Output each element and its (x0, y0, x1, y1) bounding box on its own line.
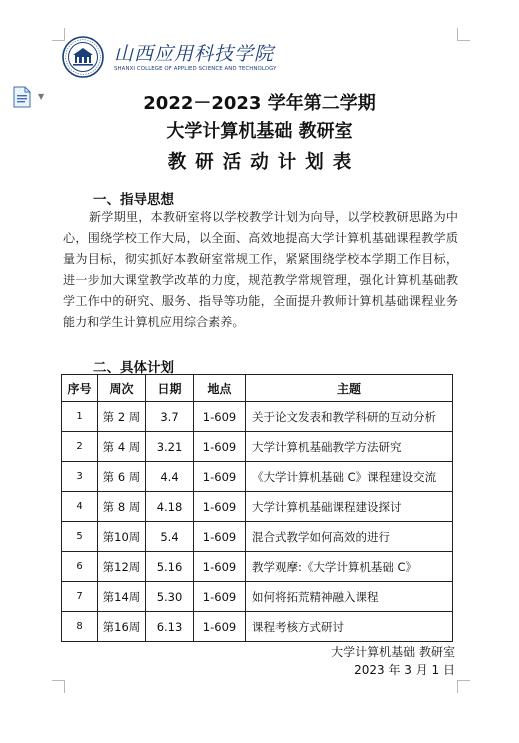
cell-location: 1-609 (194, 522, 246, 552)
cell-week: 第 4 周 (98, 432, 146, 462)
table-row (62, 492, 453, 522)
cell-topic: 关于论文发表和教学科研的互动分析 (246, 402, 453, 432)
section-plan-heading: 二、具体计划 (93, 360, 174, 376)
header-cell: 主题 (246, 375, 453, 402)
cell-index: 6 (62, 552, 98, 582)
school-emblem-icon (62, 36, 104, 78)
cell-date: 6.13 (146, 612, 194, 642)
header-cell: 地点 (194, 375, 246, 402)
cell-index: 8 (62, 612, 98, 642)
table-row (62, 552, 453, 582)
header-cell: 日期 (146, 375, 194, 402)
cell-location: 1-609 (194, 492, 246, 522)
cell-week: 第12周 (98, 552, 146, 582)
crop-mark-bottom-left (52, 680, 65, 693)
cell-date: 5.30 (146, 582, 194, 612)
title-department: 大学计算机基础 教研室 (166, 121, 353, 142)
cell-index: 1 (62, 402, 98, 432)
header-cell: 周次 (98, 375, 146, 402)
cell-week: 第16周 (98, 612, 146, 642)
table-row (62, 612, 453, 642)
cell-location: 1-609 (194, 402, 246, 432)
chevron-down-icon[interactable]: ▼ (38, 92, 45, 101)
table-row (62, 432, 453, 462)
crop-mark-top-right (457, 28, 470, 41)
cell-week: 第 2 周 (98, 402, 146, 432)
cell-index: 3 (62, 462, 98, 492)
signature-department: 大学计算机基础 教研室 (331, 645, 455, 659)
section-guiding-body: 新学期里，本教研室将以学校教学计划为向导，以学校教研思路为中心，围绕学校工作大局，以全面、高效地提高大学计算机基础课程教学质量为目标，彻实抓好本教研室常规工作，紧紧围绕学校本学期工作目标，进一步加大课堂教学改革的力度，规范教学常规管理，强化计算机基础教学工作中的研究、服务、指导等功能，全面提升教师计算机基础课程业务能力和学生计算机应用综合素养。 (63, 210, 458, 329)
cell-topic: 如何将拓荒精神融入课程 (246, 582, 453, 612)
school-name-en: SHANXI COLLEGE OF APPLIED SCIENCE AND TECHNOLOGY (114, 66, 277, 72)
cell-topic: 课程考核方式研讨 (246, 612, 453, 642)
cell-topic: 混合式教学如何高效的进行 (246, 522, 453, 552)
crop-mark-bottom-right (457, 680, 470, 693)
table-row (62, 462, 453, 492)
cell-location: 1-609 (194, 582, 246, 612)
table-row (62, 582, 453, 612)
cell-index: 7 (62, 582, 98, 612)
cell-location: 1-609 (194, 432, 246, 462)
cell-topic: 教学观摩:《大学计算机基础 C》 (246, 552, 453, 582)
school-name-cn: 山西应用科技学院 (114, 43, 275, 65)
cell-index: 5 (62, 522, 98, 552)
plan-table (61, 374, 453, 642)
cell-week: 第14周 (98, 582, 146, 612)
cell-date: 3.21 (146, 432, 194, 462)
cell-date: 5.16 (146, 552, 194, 582)
header-cell: 序号 (62, 375, 98, 402)
section-guiding-heading: 一、指导思想 (93, 192, 174, 208)
cell-index: 2 (62, 432, 98, 462)
cell-location: 1-609 (194, 612, 246, 642)
cell-week: 第 8 周 (98, 492, 146, 522)
cell-topic: 《大学计算机基础 C》课程建设交流 (246, 462, 453, 492)
title-term: 2022－2023 学年第二学期 (143, 93, 376, 114)
cell-topic: 大学计算机基础课程建设探讨 (246, 492, 453, 522)
signature-date: 2023 年 3 月 1 日 (354, 663, 455, 677)
table-row (62, 402, 453, 432)
title-plan: 教研活动计划表 (167, 152, 361, 173)
cell-week: 第10周 (98, 522, 146, 552)
cell-index: 4 (62, 492, 98, 522)
cell-location: 1-609 (194, 552, 246, 582)
cell-week: 第 6 周 (98, 462, 146, 492)
cell-date: 4.4 (146, 462, 194, 492)
cell-date: 5.4 (146, 522, 194, 552)
cell-date: 3.7 (146, 402, 194, 432)
cell-location: 1-609 (194, 462, 246, 492)
table-row (62, 522, 453, 552)
cell-topic: 大学计算机基础教学方法研究 (246, 432, 453, 462)
table-header-row (62, 375, 453, 402)
cell-date: 4.18 (146, 492, 194, 522)
